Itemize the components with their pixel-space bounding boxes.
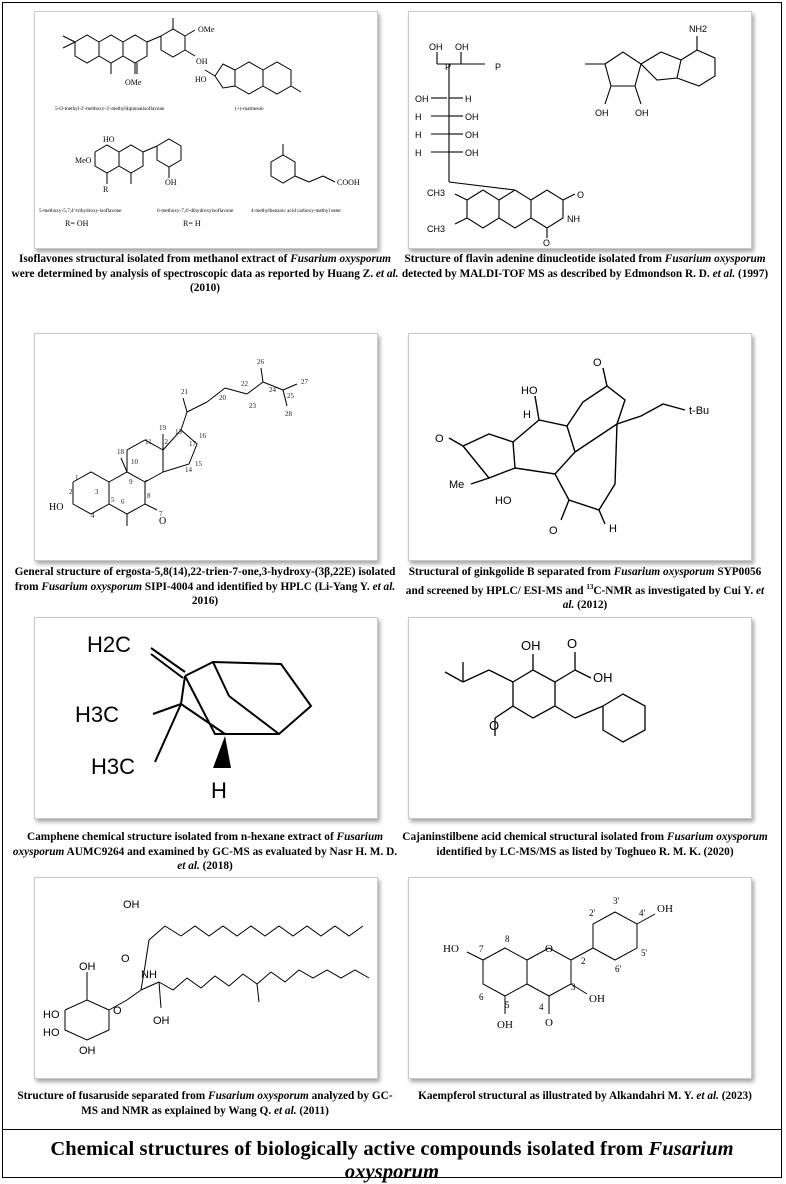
o-label: O — [113, 1005, 122, 1017]
h-label: H — [523, 409, 531, 421]
ergosta-structure-card — [34, 333, 378, 561]
cajaninstilbene-structure-card — [408, 617, 752, 819]
kaempferol-caption: Kaempferol structural as illustrated by Alkandahri M. Y. et al. (2023) — [418, 1090, 752, 1102]
svg-text:15: 15 — [195, 460, 202, 468]
isoflavones-caption: Isoflavones structural isolated from methanol extract of Fusarium oxysporum were determined by analysis of spectroscopic data as reported by Huang Z. et al. (2010) — [11, 253, 399, 294]
oh-label: OH — [497, 1019, 513, 1031]
svg-text:1: 1 — [75, 474, 79, 482]
fusaruside-structure-image — [35, 878, 377, 1078]
ho-label: HO — [195, 75, 207, 84]
svg-text:5: 5 — [111, 496, 115, 504]
cajaninstilbene-caption: Cajaninstilbene acid chemical structural isolated from Fusarium oxysporum identified by LC-MS/MS as listed by Toghueo R. M. K. (2020) — [402, 831, 768, 858]
fusaruside-caption: Structure of fusaruside separated from Fusarium oxysporum analyzed by GC-MS and NMR as explained by Wang Q. et al. (2011) — [17, 1090, 393, 1117]
svg-text:12: 12 — [161, 438, 168, 446]
ch3-label: CH3 — [427, 224, 446, 234]
ho-label: HO — [103, 135, 115, 144]
ch3-label: CH3 — [427, 188, 446, 198]
h-label: H — [465, 94, 472, 104]
title-divider — [2, 1129, 782, 1130]
compound-name: 6-methoxy-7,4'-dihydroxyisoflavone — [157, 208, 234, 214]
h-label: H — [415, 112, 422, 122]
svg-text:18: 18 — [117, 448, 124, 456]
svg-text:5: 5 — [505, 1000, 510, 1010]
o-label: O — [577, 190, 585, 200]
svg-text:8: 8 — [147, 492, 151, 500]
svg-text:11: 11 — [145, 438, 152, 446]
h3c-label: H3C — [75, 702, 120, 727]
svg-text:3': 3' — [613, 896, 620, 906]
figure-title: Chemical structures of biologically active compounds isolated from Fusarium oxysporum — [50, 1138, 734, 1183]
oh-label: OH — [521, 638, 541, 653]
h-label: H — [415, 130, 422, 140]
svg-text:7: 7 — [479, 944, 484, 954]
svg-text:21: 21 — [181, 388, 188, 396]
p-label: P — [445, 62, 452, 72]
oh-label: OH — [79, 1045, 96, 1057]
ho-label: HO — [43, 1009, 60, 1021]
oh-label: OH — [429, 42, 443, 52]
oh-label: OH — [465, 148, 479, 158]
svg-text:3: 3 — [95, 488, 99, 496]
oh-label: OH — [635, 108, 649, 118]
cooh-label: COOH — [337, 178, 360, 187]
oh-label: OH — [455, 42, 469, 52]
nh-label: NH — [567, 214, 580, 224]
oh-label: OH — [657, 903, 673, 915]
kaempferol-structure-image — [409, 878, 751, 1078]
o-label: O — [159, 516, 167, 527]
svg-text:28: 28 — [285, 410, 292, 418]
oh-label: OH — [595, 108, 609, 118]
isoflavones-structure-image — [35, 12, 377, 248]
svg-text:16: 16 — [199, 432, 206, 440]
nh-label: NH — [141, 969, 157, 981]
o-label: O — [435, 433, 444, 445]
r-oh-label: R= OH — [65, 219, 89, 228]
svg-text:6: 6 — [121, 498, 125, 506]
r-label: R — [103, 185, 109, 194]
svg-text:7: 7 — [159, 510, 163, 518]
svg-text:25: 25 — [287, 392, 294, 400]
ginkgolide-structure-card — [408, 333, 752, 561]
compound-name: 5-O-methyl-2'-methoxy-3'-methyldipinnatisoflavone — [55, 106, 165, 112]
fad-structure-card — [408, 11, 752, 249]
ome-label: OMe — [125, 78, 142, 87]
oh-label: OH — [465, 130, 479, 140]
h3c-label: H3C — [91, 754, 136, 779]
svg-text:19: 19 — [159, 424, 166, 432]
ginkgolide-caption: Structural of ginkgolide B separated from Fusarium oxysporum SYP0056 and screened by HPLC/ ESI-MS and $^{13}$C-NMR as investigated by Cui Y. et al. (2012) — [405, 566, 765, 611]
svg-text:27: 27 — [301, 378, 308, 386]
svg-text:10: 10 — [131, 458, 138, 466]
svg-text:26: 26 — [257, 358, 264, 366]
ho-label: HO — [443, 943, 459, 955]
kaempferol-structure-card — [408, 877, 752, 1079]
o-label: O — [489, 718, 500, 733]
oh-label: OH — [415, 94, 429, 104]
ome-label: OMe — [198, 25, 215, 34]
ginkgolide-structure-image — [409, 334, 751, 560]
svg-text:6': 6' — [615, 964, 622, 974]
oh-label: OH — [593, 670, 613, 685]
h-label: H — [609, 523, 617, 535]
nh2-label: NH2 — [689, 24, 708, 34]
o-label: O — [549, 525, 558, 537]
cajaninstilbene-structure-image — [409, 618, 751, 818]
svg-text:22: 22 — [241, 380, 248, 388]
compound-name: 5-methoxy-5,7,4'-trihydroxy-isoflavone — [39, 208, 122, 214]
camphene-structure-card — [34, 617, 378, 819]
compound-name: (+)-marmesin — [235, 106, 264, 112]
camphene-structure-image — [35, 618, 377, 818]
tbu-label: t-Bu — [689, 405, 710, 417]
o-label: O — [121, 953, 130, 965]
o-label: O — [567, 636, 578, 651]
oh-label: OH — [79, 961, 96, 973]
fad-structure-image — [409, 12, 751, 248]
svg-text:6: 6 — [479, 992, 484, 1002]
svg-text:5': 5' — [641, 948, 648, 958]
ho-label: HO — [43, 1027, 60, 1039]
svg-text:4: 4 — [91, 512, 95, 520]
svg-text:3: 3 — [571, 982, 576, 992]
ho-label: HO — [495, 495, 512, 507]
ho-label: HO — [521, 385, 538, 397]
svg-text:2: 2 — [581, 956, 586, 966]
me-label: Me — [449, 479, 465, 491]
svg-text:14: 14 — [185, 466, 192, 474]
svg-text:9: 9 — [129, 478, 133, 486]
compound-name: 4-methylbenzoic acid carboxy-methyl ester — [251, 208, 342, 214]
svg-text:23: 23 — [249, 402, 256, 410]
ergosta-structure-image — [35, 334, 377, 560]
svg-text:4: 4 — [539, 1002, 544, 1012]
h2c-label: H2C — [87, 632, 132, 657]
p-label: P — [495, 62, 502, 72]
oh-label: OH — [465, 112, 479, 122]
o-label: O — [593, 357, 602, 369]
ho-label: HO — [49, 502, 64, 513]
oh-label: OH — [589, 993, 605, 1005]
svg-text:4': 4' — [639, 908, 646, 918]
o-label: O — [545, 943, 553, 955]
oh-label: OH — [196, 57, 208, 66]
camphene-caption: Camphene chemical structure isolated from n-hexane extract of Fusarium oxysporum AUMC9264 and examined by GC-MS as evaluated by Nasr H. M. D. et al. (2018) — [12, 831, 398, 872]
isoflavones-structure-card — [34, 11, 378, 249]
svg-text:2': 2' — [589, 908, 596, 918]
svg-text:17: 17 — [189, 440, 196, 448]
svg-text:20: 20 — [219, 394, 226, 402]
meo-label: MeO — [75, 156, 92, 165]
r-h-label: R= H — [183, 219, 201, 228]
h-label: H — [415, 148, 422, 158]
svg-text:24: 24 — [269, 386, 276, 394]
o-label: O — [543, 238, 551, 248]
ergosta-caption: General structure of ergosta-5,8(14),22-trien-7-one,3-hydroxy-(3β,22E) isolated from Fusarium oxysporum SIPI-4004 and identified by HPLC (Li-Yang Y. et al. 2016) — [14, 566, 396, 607]
oh-label: OH — [153, 1015, 170, 1027]
fad-caption: Structure of flavin adenine dinucleotide isolated from Fusarium oxysporum detected by MALDI-TOF MS as described by Edmondson R. D. et al. (1997) — [401, 253, 769, 280]
fusaruside-structure-card — [34, 877, 378, 1079]
o-label: O — [545, 1017, 553, 1029]
h-label: H — [211, 778, 227, 803]
svg-text:13: 13 — [175, 428, 182, 436]
oh-label: OH — [123, 899, 140, 911]
svg-text:2: 2 — [69, 488, 73, 496]
svg-text:8: 8 — [505, 934, 510, 944]
oh-label: OH — [165, 178, 177, 187]
